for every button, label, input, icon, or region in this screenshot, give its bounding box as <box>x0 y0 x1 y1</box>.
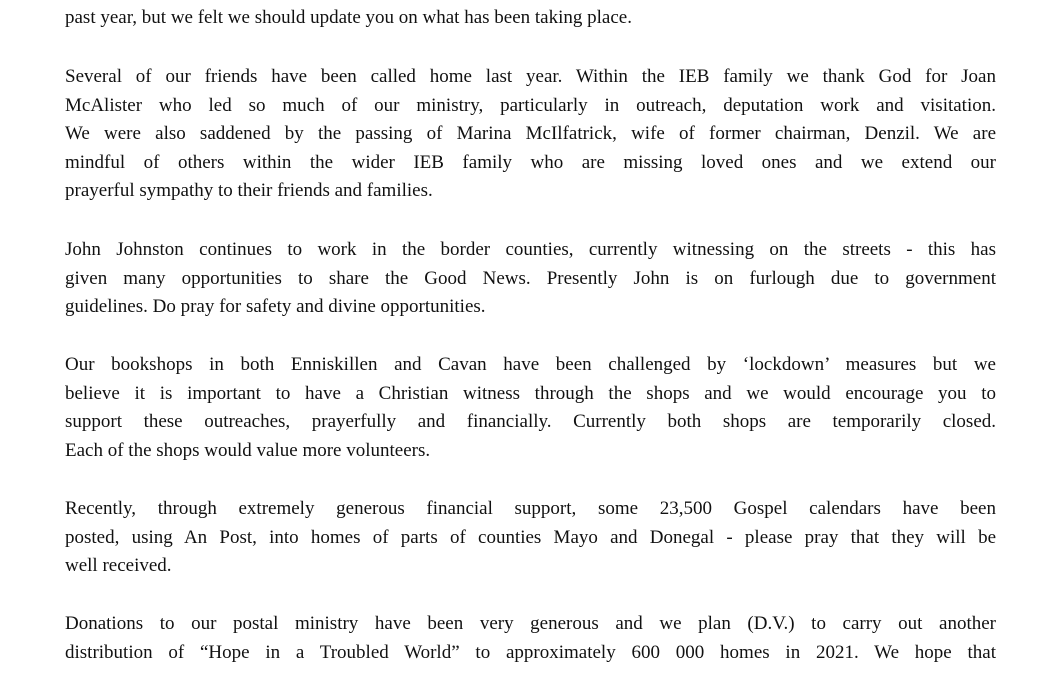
paragraph-5 <box>65 495 996 581</box>
paragraph-line: posted, using An Post, into homes of parts of counties Mayo and Donegal - please pray that they will be <box>65 526 996 548</box>
paragraph-line: Each of the shops would value more volunteers. <box>65 439 431 461</box>
paragraph-3 <box>65 236 996 322</box>
paragraph-2 <box>65 63 996 206</box>
paragraph-line: believe it is important to have a Christian witness through the shops and we would encourage you to <box>65 382 996 404</box>
paragraph-line: support these outreaches, prayerfully and financially. Currently both shops are temporarily closed. <box>65 411 996 433</box>
paragraph-line: distribution of “Hope in a Troubled World” to approximately 600 000 homes in 2021. We hope that <box>65 641 996 663</box>
paragraph-line: prayerful sympathy to their friends and families. <box>65 180 433 202</box>
paragraph-line: given many opportunities to share the Good News. Presently John is on furlough due to government <box>65 267 996 289</box>
paragraph-line: mindful of others within the wider IEB family who are missing loved ones and we extend our <box>65 151 996 173</box>
paragraph-6 <box>65 610 996 667</box>
paragraph-line: well received. <box>65 555 172 577</box>
paragraph-line: Donations to our postal ministry have been very generous and we plan (D.V.) to carry out another <box>65 613 996 634</box>
paragraph-line: Our bookshops in both Enniskillen and Cavan have been challenged by ‘lockdown’ measures but we <box>65 354 996 375</box>
paragraph-line: We were also saddened by the passing of Marina McIlfatrick, wife of former chairman, Denzil. We are <box>65 123 996 145</box>
paragraph-line: guidelines. Do pray for safety and divine opportunities. <box>65 296 486 318</box>
paragraph-line: Several of our friends have been called home last year. Within the IEB family we thank God for Joan <box>65 66 996 87</box>
paragraph-line: John Johnston continues to work in the border counties, currently witnessing on the streets - this has <box>65 239 996 260</box>
paragraph-4 <box>65 351 996 465</box>
paragraph-1 <box>65 4 996 33</box>
paragraph-line: Recently, through extremely generous financial support, some 23,500 Gospel calendars have been <box>65 498 996 519</box>
paragraph-line: past year, but we felt we should update you on what has been taking place. <box>65 7 632 28</box>
paragraph-line: McAlister who led so much of our ministry, particularly in outreach, deputation work and visitation. <box>65 94 996 116</box>
